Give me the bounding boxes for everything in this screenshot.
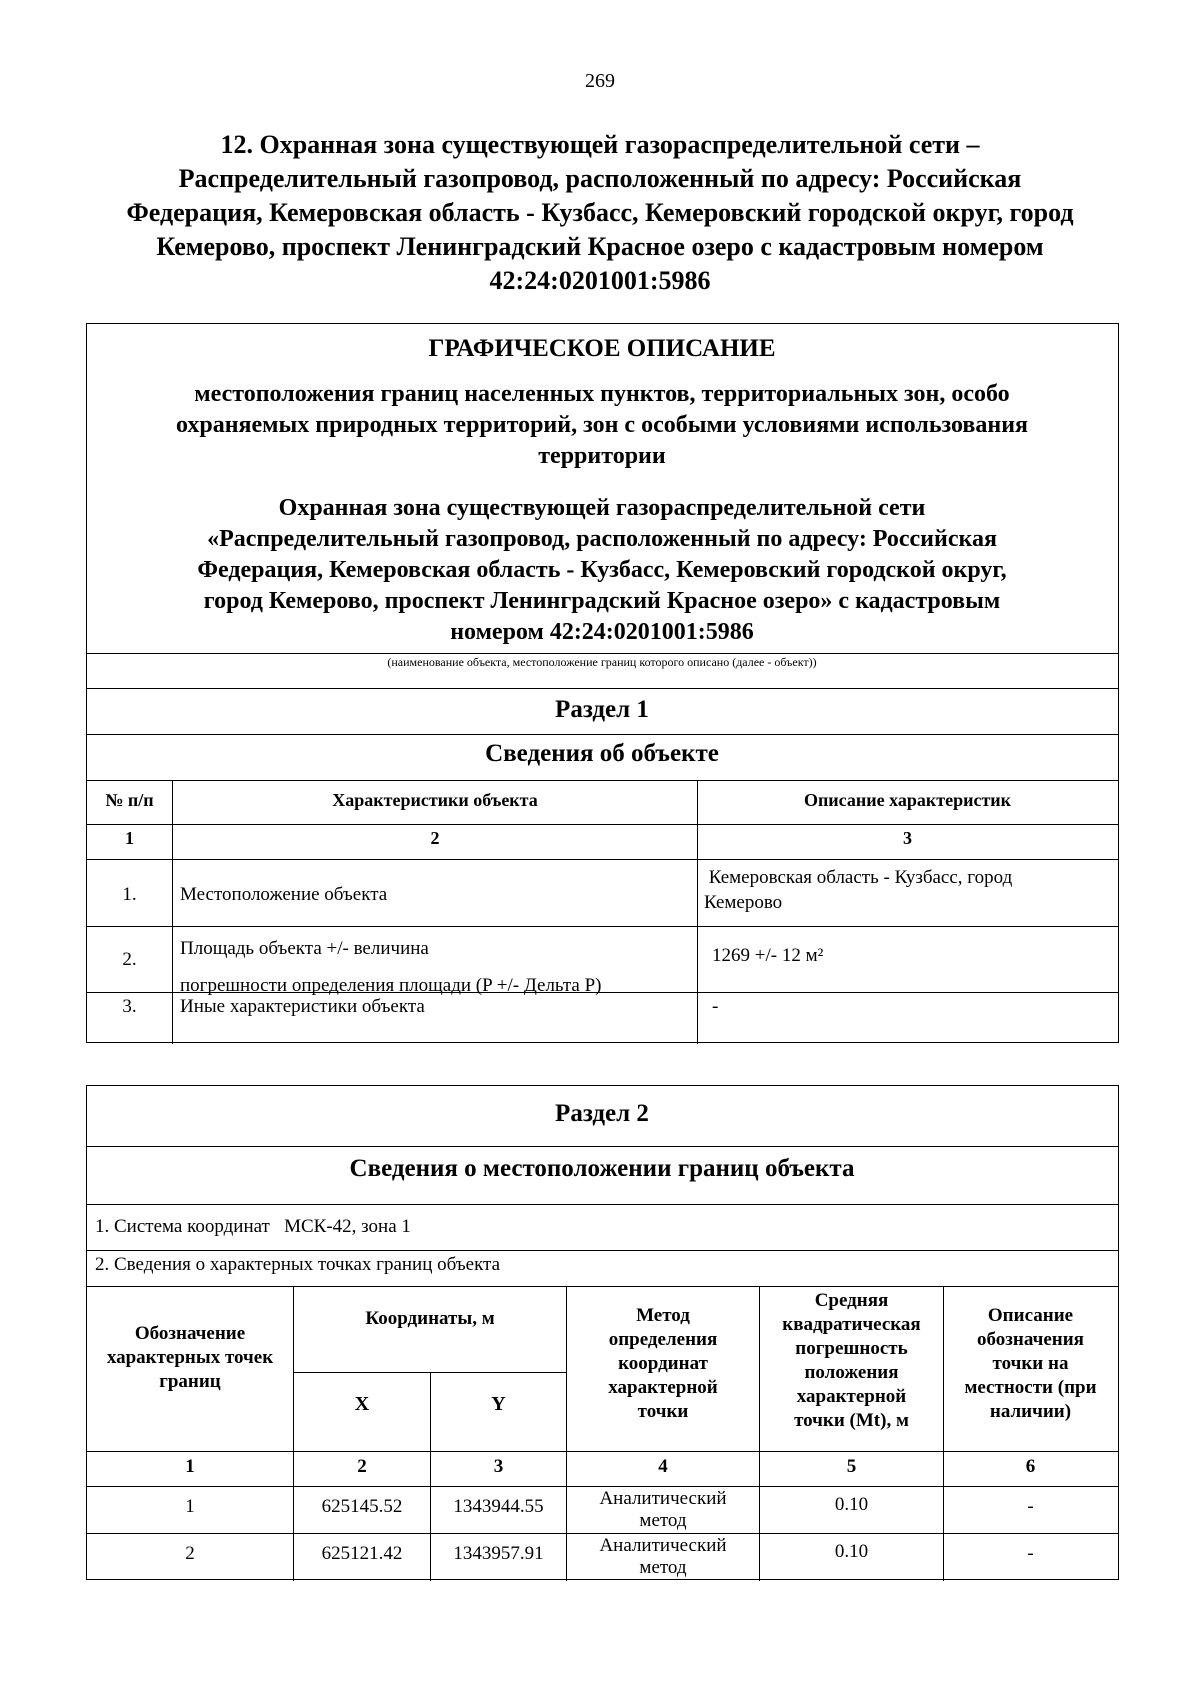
header-line: Средняя	[814, 1290, 889, 1311]
table-header: Описание характеристик	[803, 790, 1012, 810]
object-name-line: «Распределительный газопровод, расположенный по адресу: Российская	[207, 526, 997, 552]
header-line: местности (при	[964, 1377, 1097, 1398]
section2-subtitle: Сведения о местоположении границ объекта	[349, 1155, 855, 1182]
header-line: обозначения	[977, 1329, 1084, 1350]
divider	[87, 1146, 1118, 1147]
column-number: 3	[903, 828, 912, 848]
table-header	[760, 1289, 943, 1433]
header-line: характерной	[796, 1386, 907, 1407]
table-cell: 2	[185, 1543, 195, 1564]
table-cell: Местоположение объекта	[180, 884, 388, 905]
subtitle-line: местоположения границ населенных пунктов, территориальных зон, особо	[194, 381, 1010, 407]
cell-line: погрешности определения площади (P +/- Дельта P)	[180, 975, 602, 996]
column-number: 6	[1025, 1456, 1036, 1477]
table-header: X	[354, 1393, 370, 1415]
object-name-line: номером 42:24:0201001:5986	[450, 619, 754, 645]
table-cell: -	[712, 996, 719, 1017]
header-line: точки на	[992, 1353, 1069, 1374]
divider	[87, 926, 1118, 927]
table-cell: 625121.42	[321, 1543, 403, 1564]
column-divider	[759, 1286, 760, 1581]
divider	[87, 734, 1118, 735]
header-line: Метод	[636, 1305, 690, 1326]
heading-line: Федерация, Кемеровская область - Кузбасс, Кемеровский городской округ, город	[126, 198, 1074, 227]
table-header: Y	[491, 1393, 506, 1415]
divider	[87, 859, 1118, 860]
column-divider	[293, 1286, 294, 1581]
table-cell	[567, 1535, 759, 1579]
cell-line: Аналитический	[599, 1488, 727, 1509]
column-number: 3	[493, 1456, 504, 1477]
cell-line: метод	[639, 1557, 687, 1578]
column-number: 2	[430, 828, 440, 848]
cell-line: Площадь объекта +/- величина	[180, 938, 429, 959]
column-divider	[943, 1286, 944, 1581]
section1-frame	[86, 323, 1119, 1043]
table-cell: -	[1027, 1496, 1034, 1517]
table-cell: 1.	[122, 884, 137, 905]
divider	[87, 992, 1118, 993]
header-line: точки	[637, 1401, 689, 1422]
column-number: 5	[846, 1456, 857, 1477]
header-line: наличии)	[989, 1401, 1072, 1422]
header-line: определения	[608, 1329, 718, 1350]
heading-line: Кемерово, проспект Ленинградский Красное озеро с кадастровым номером	[156, 232, 1044, 261]
header-line: точки (Mt), м	[794, 1410, 909, 1431]
header-line: квадратическая	[782, 1314, 921, 1335]
points-caption: 2. Сведения о характерных точках границ объекта	[95, 1254, 501, 1275]
table-header: Координаты, м	[365, 1308, 495, 1329]
header-line: границ	[159, 1371, 221, 1392]
object-name-line: город Кемерово, проспект Ленинградский Красное озеро» с кадастровым	[203, 588, 1001, 614]
subtitle-line: территории	[538, 443, 666, 469]
header-line: Описание	[987, 1305, 1074, 1326]
section2-frame	[86, 1085, 1119, 1580]
cell-line: Кемерово	[704, 892, 783, 913]
table-cell: 1269 +/- 12 м²	[712, 945, 824, 966]
table-cell: 3.	[122, 996, 137, 1017]
heading-line: 12. Охранная зона существующей газораспределительной сети –	[220, 130, 980, 159]
table-cell: 625145.52	[321, 1496, 403, 1517]
divider	[87, 1286, 1118, 1287]
divider	[87, 1250, 1118, 1251]
section1-title: Раздел 1	[555, 696, 649, 723]
graphic-description-title: ГРАФИЧЕСКОЕ ОПИСАНИЕ	[428, 335, 776, 362]
header-line: характерных точек	[106, 1347, 274, 1368]
divider	[87, 688, 1118, 689]
graphic-description-subtitle	[87, 379, 1117, 472]
column-divider	[566, 1286, 567, 1581]
page-number: 269	[585, 70, 615, 92]
document-heading	[90, 128, 1110, 298]
table-cell: 0.10	[834, 1541, 869, 1562]
subtitle-line: охраняемых природных территорий, зон с особыми условиями использования	[175, 412, 1029, 438]
column-number: 1	[125, 828, 134, 848]
table-cell	[567, 1488, 759, 1532]
divider	[87, 1486, 1118, 1487]
column-divider	[172, 780, 173, 1044]
object-name-caption: (наименование объекта, местоположение границ которого описано (далее - объект))	[387, 655, 817, 669]
section2-title: Раздел 2	[555, 1100, 649, 1127]
coordinate-system: 1. Система координат МСК-42, зона 1	[95, 1216, 411, 1237]
cell-line: Аналитический	[599, 1535, 727, 1556]
table-cell: 1343944.55	[453, 1496, 544, 1517]
divider	[87, 1204, 1118, 1205]
header-line: положения	[804, 1362, 899, 1383]
table-header	[944, 1304, 1117, 1424]
object-name-line: Федерация, Кемеровская область - Кузбасс, Кемеровский городской округ,	[197, 557, 1007, 583]
object-name	[87, 493, 1117, 648]
table-header	[87, 1322, 293, 1394]
cell-line: метод	[639, 1510, 687, 1531]
divider	[87, 780, 1118, 781]
cell-line: Кемеровская область - Кузбасс, город	[704, 867, 1013, 888]
divider	[87, 1533, 1118, 1534]
column-divider	[697, 780, 698, 1044]
header-line: погрешность	[795, 1338, 908, 1359]
column-number: 2	[357, 1456, 367, 1477]
column-divider	[430, 1372, 431, 1581]
heading-line: Распределительный газопровод, расположенный по адресу: Российская	[178, 164, 1022, 193]
table-cell: Иные характеристики объекта	[180, 996, 425, 1017]
table-cell: -	[1027, 1543, 1034, 1564]
divider	[87, 653, 1118, 654]
header-line: Обозначение	[134, 1323, 246, 1344]
column-number: 4	[658, 1456, 668, 1477]
table-cell: 1	[185, 1496, 195, 1517]
table-header: Характеристики объекта	[332, 790, 538, 810]
table-header: № п/п	[105, 790, 154, 810]
column-number: 1	[185, 1456, 195, 1477]
table-cell	[704, 865, 1012, 915]
table-cell: 1343957.91	[453, 1543, 544, 1564]
table-cell: 0.10	[834, 1494, 869, 1515]
header-line: характерной	[608, 1377, 718, 1398]
divider	[87, 824, 1118, 825]
section1-subtitle: Сведения об объекте	[485, 740, 719, 767]
object-name-line: Охранная зона существующей газораспределительной сети	[278, 495, 926, 521]
table-header	[567, 1304, 759, 1424]
divider	[87, 1451, 1118, 1452]
header-line: координат	[618, 1353, 708, 1374]
table-cell: 2.	[122, 949, 137, 970]
heading-line: 42:24:0201001:5986	[489, 266, 711, 295]
